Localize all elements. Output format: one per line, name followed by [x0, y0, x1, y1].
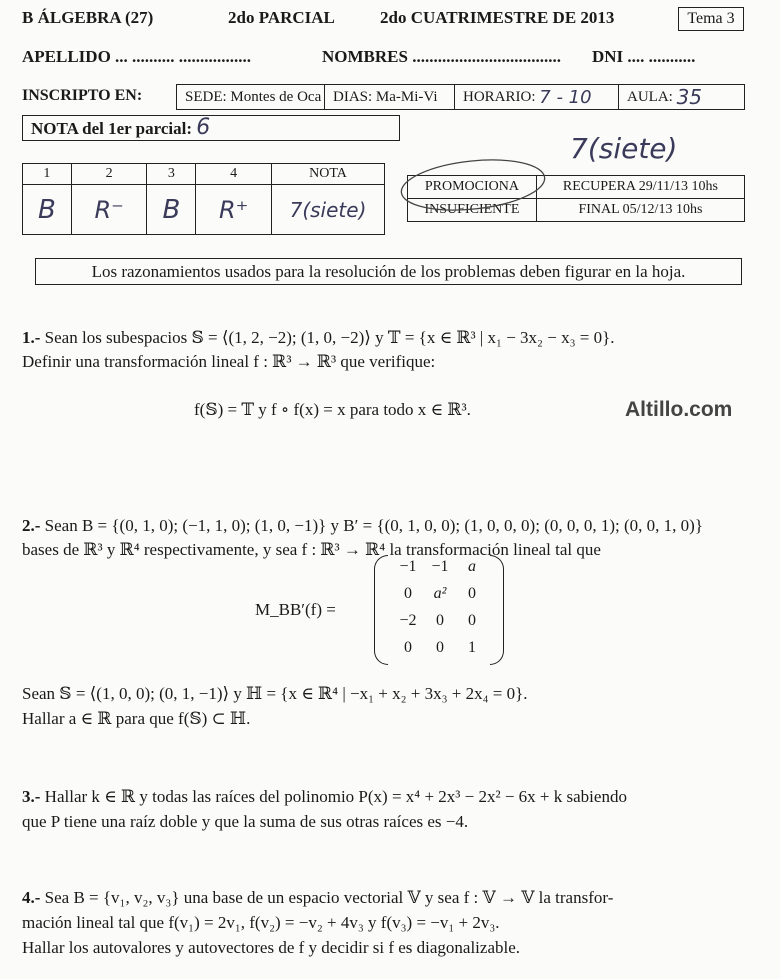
matrix-entry: 0 [468, 585, 476, 602]
grade-header: 4 [196, 164, 272, 185]
horario-label: HORARIO: [463, 88, 536, 105]
matrix [390, 555, 490, 667]
problem-4-line-2: mación lineal tal que f(v₁) = 2v₁, f(v₂) = −v₂ + 4v₃ y f(v₃) = −v₁ + 2v₃. [22, 913, 500, 932]
problem-1-line-1 [22, 328, 615, 348]
cuatrimestre-label: 2do CUATRIMESTRE DE 2013 [380, 8, 615, 27]
problem-2-line-3: Sean 𝕊 = ⟨(1, 0, 0); (0, 1, −1)⟩ y ℍ = {x ∈ ℝ⁴ | −x₁ + x₂ + 3x₃ + 2x₄ = 0}. [22, 684, 528, 703]
matrix-entry: −2 [399, 612, 417, 629]
grade-value: 7(siete) [272, 185, 385, 235]
grade-value: B [23, 185, 72, 235]
matrix-label: M_BB′(f) = [255, 600, 336, 619]
matrix-entry: −1 [399, 558, 417, 575]
recupera-cell: RECUPERA 29/11/13 10hs [536, 176, 744, 199]
matrix-entry: −1 [431, 558, 449, 575]
notice-box: Los razonamientos usados para la resolución de los problemas deben figurar en la hoja. [35, 258, 742, 285]
problem-2-text: Sean B = {(0, 1, 0); (−1, 1, 0); (1, 0, −1)} y B′ = {(0, 1, 0, 0); (1, 0, 0, 0); (0, 0, 0, 1); (0, 0, 1, 0)} [44, 516, 703, 535]
matrix-entry: 0 [436, 612, 444, 629]
sede-cell: SEDE: Montes de Oca [177, 85, 325, 109]
problem-1-text: Sean los subespacios 𝕊 = ⟨(1, 2, −2); (1, 0, −2)⟩ y 𝕋 = {x ∈ ℝ³ | x₁ − 3x₂ − x₃ = 0}. [44, 328, 615, 347]
problem-2-line-4: Hallar a ∈ ℝ para que f(𝕊) ⊂ ℍ. [22, 709, 251, 728]
matrix-entry: 0 [436, 639, 444, 656]
problem-4-number: 4.- [22, 888, 41, 907]
right-parenthesis [490, 555, 504, 665]
nota1-label: NOTA del 1er parcial: [31, 119, 193, 138]
dni-field: DNI .... ........... [592, 47, 696, 66]
matrix-entry: 0 [468, 612, 476, 629]
inscripto-label: INSCRIPTO EN: [22, 87, 143, 104]
problem-2-number: 2.- [22, 516, 41, 535]
altillo-logo: Altillo.com [625, 398, 733, 421]
nota1-value: 6 [196, 115, 211, 140]
problem-4-line-3: Hallar los autovalores y autovectores de f y decidir si f es diagonalizable. [22, 938, 521, 957]
problem-4-line-1 [22, 888, 613, 908]
horario-cell [455, 85, 619, 109]
insuficiente-cell: INSUFICIENTE [408, 199, 537, 222]
nota-primer-parcial [22, 115, 400, 141]
final-cell: FINAL 05/12/13 10hs [536, 199, 744, 222]
course-title: B ÁLGEBRA (27) [22, 8, 154, 27]
parcial-label: 2do PARCIAL [228, 8, 335, 27]
grade-value: B [147, 185, 196, 235]
aula-cell [619, 85, 744, 109]
matrix-entry: a [468, 558, 476, 575]
promociona-cell: PROMOCIONA [408, 176, 537, 199]
problem-1-line-2: Definir una transformación lineal f : ℝ³ → ℝ³ que verifique: [22, 352, 436, 371]
problem-3-text: Hallar k ∈ ℝ y todas las raíces del polinomio P(x) = x⁴ + 2x³ − 2x² − 6x + k sabiendo [44, 787, 627, 806]
problem-1-number: 1.- [22, 328, 41, 347]
apellido-field: APELLIDO ... .......... ................. [22, 47, 252, 66]
grade-value: R⁻ [71, 185, 147, 235]
final-grade-handwritten: 7(siete) [570, 132, 678, 165]
dias-cell: DIAS: Ma-Mi-Vi [325, 85, 455, 109]
horario-value: 7 - 10 [539, 86, 592, 108]
grade-header: 2 [71, 164, 147, 185]
matrix-entry: a² [433, 585, 447, 602]
tema-badge: Tema 3 [678, 7, 744, 31]
problem-3-line-2: que P tiene una raíz doble y que la suma de sus otras raíces es −4. [22, 812, 469, 831]
grade-value: R⁺ [196, 185, 272, 235]
problem-2-line-1 [22, 516, 703, 536]
inscripto-box [176, 84, 745, 110]
nombres-field: NOMBRES ................................... [322, 47, 561, 66]
matrix-entry: 1 [468, 639, 476, 656]
aula-value: 35 [676, 85, 703, 109]
matrix-entry: 0 [404, 639, 412, 656]
left-parenthesis [374, 555, 388, 665]
grade-header: 3 [147, 164, 196, 185]
problem-1-formula: f(𝕊) = 𝕋 y f ∘ f(x) = x para todo x ∈ ℝ³. [194, 400, 471, 419]
matrix-entry: 0 [404, 585, 412, 602]
promociona-circle-mark [395, 150, 575, 230]
problem-2-line-2: bases de ℝ³ y ℝ⁴ respectivamente, y sea f : ℝ³ → ℝ⁴ la transformación lineal tal que [22, 540, 601, 559]
problem-3-line-1 [22, 787, 627, 807]
problem-3-number: 3.- [22, 787, 41, 806]
problem-4-text: Sea B = {v₁, v₂, v₃} una base de un espacio vectorial 𝕍 y sea f : 𝕍 → 𝕍 la transfor- [44, 888, 614, 907]
grade-header: 1 [23, 164, 72, 185]
aula-label: AULA: [627, 88, 673, 105]
grades-table [22, 163, 385, 235]
grade-header: NOTA [272, 164, 385, 185]
